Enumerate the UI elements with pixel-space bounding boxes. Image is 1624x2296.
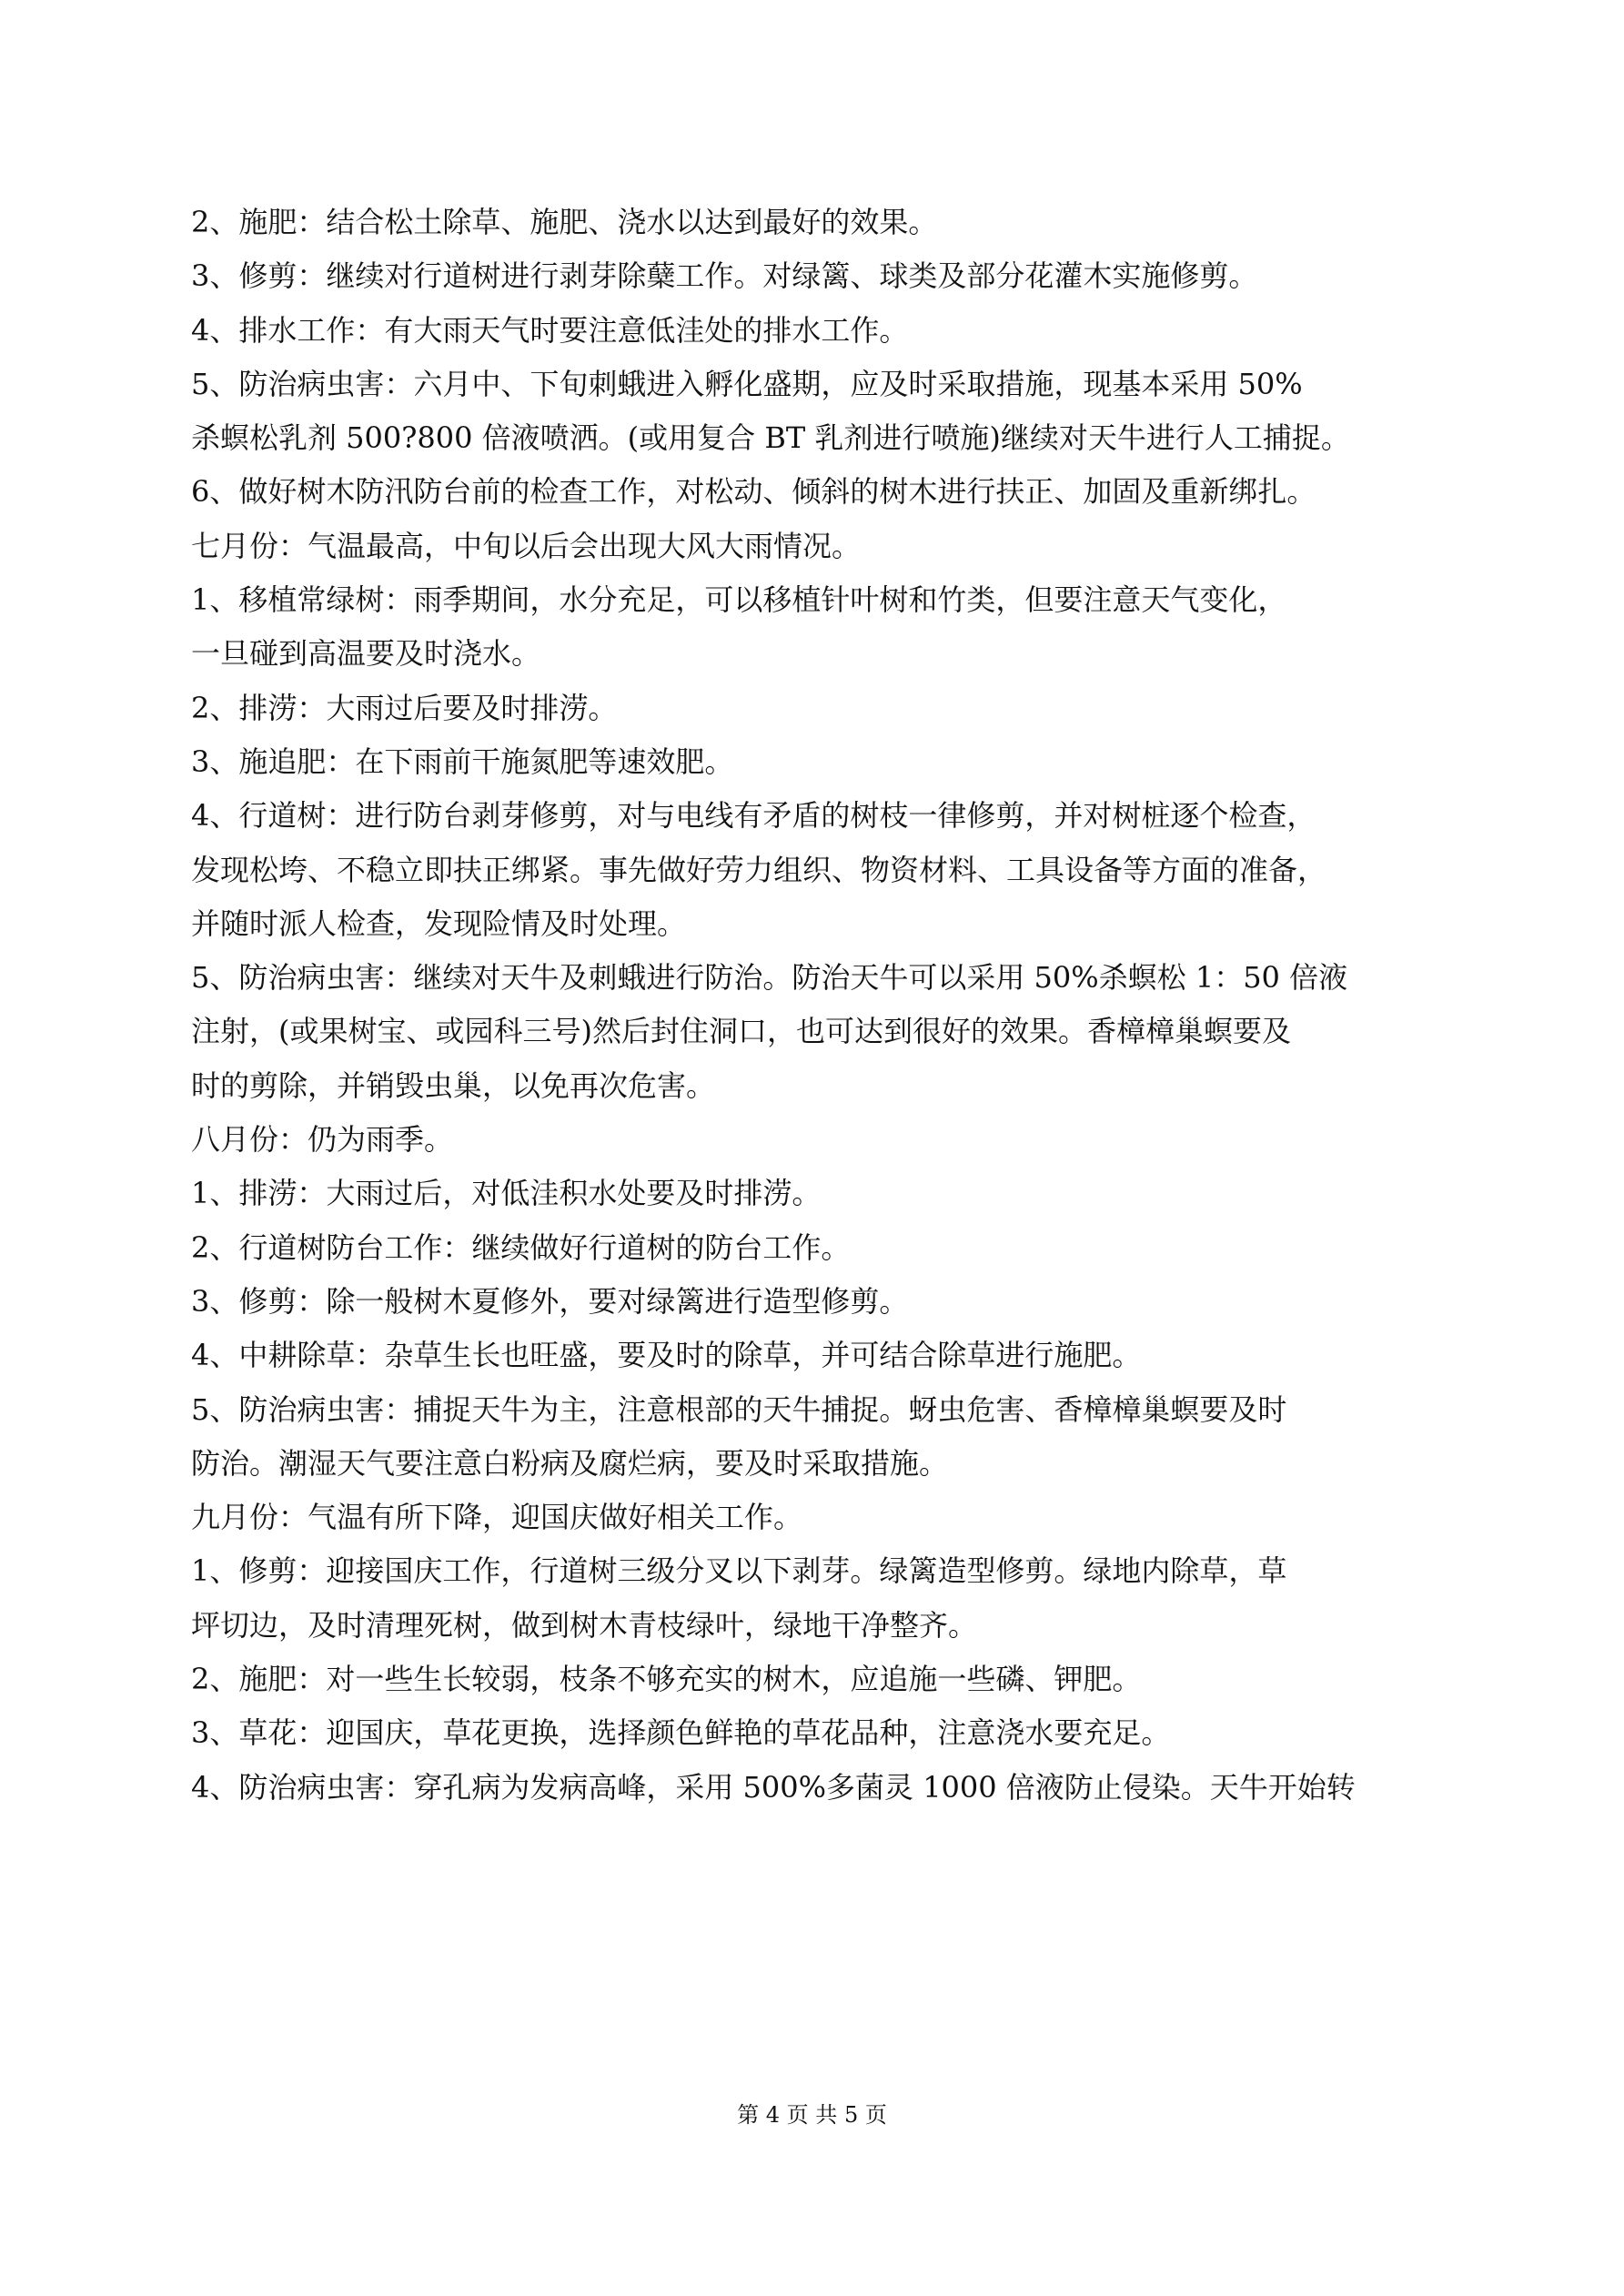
text-line: 防治。潮湿天气要注意白粉病及腐烂病，要及时采取措施。	[191, 1445, 949, 1481]
text-line: 2、排涝：大雨过后要及时排涝。	[191, 690, 618, 725]
text-line: 4、排水工作：有大雨天气时要注意低洼处的排水工作。	[191, 312, 909, 348]
text-line: 3、修剪：除一般树木夏修外，要对绿篱进行造型修剪。	[191, 1283, 909, 1319]
text-line: 2、行道树防台工作：继续做好行道树的防台工作。	[191, 1229, 851, 1265]
text-line: 并随时派人检查，发现险情及时处理。	[191, 905, 687, 941]
page-number-footer: 第 4 页 共 5 页	[737, 2102, 887, 2128]
text-line: 4、行道树：进行防台剥芽修剪，对与电线有矛盾的树枝一律修剪，并对树桩逐个检查，	[191, 798, 1316, 834]
text-line: 4、防治病虫害：穿孔病为发病高峰，采用 500%多菌灵 1000 倍液防止侵染。天牛开始转	[191, 1769, 1356, 1805]
text-line: 5、防治病虫害：捕捉天牛为主，注意根部的天牛捕捉。蚜虫危害、香樟樟巢螟要及时	[191, 1391, 1287, 1427]
section-heading: 八月份：仍为雨季。	[191, 1122, 454, 1158]
text-line: 杀螟松乳剂 500?800 倍液喷洒。(或用复合 BT 乳剂进行喷施)继续对天牛进行人工捕捉。	[191, 420, 1350, 456]
text-line: 时的剪除，并销毁虫巢，以免再次危害。	[191, 1067, 716, 1103]
text-line: 4、中耕除草：杂草生长也旺盛，要及时的除草，并可结合除草进行施肥。	[191, 1338, 1142, 1373]
text-line: 发现松垮、不稳立即扶正绑紧。事先做好劳力组织、物资材料、工具设备等方面的准备，	[191, 852, 1327, 887]
text-line: 一旦碰到高温要及时浇水。	[191, 636, 541, 672]
text-line: 注射，(或果树宝、或园科三号)然后封住洞口，也可达到很好的效果。香樟樟巢螟要及	[191, 1014, 1291, 1049]
text-line: 3、施追肥：在下雨前干施氮肥等速效肥。	[191, 743, 734, 779]
text-line: 6、做好树木防汛防台前的检查工作，对松动、倾斜的树木进行扶正、加固及重新绑扎。	[191, 474, 1316, 510]
text-line: 3、修剪：继续对行道树进行剥芽除蘖工作。对绿篱、球类及部分花灌木实施修剪。	[191, 258, 1258, 294]
text-line: 2、施肥：结合松土除草、施肥、浇水以达到最好的效果。	[191, 205, 938, 239]
text-line: 1、排涝：大雨过后，对低洼积水处要及时排涝。	[191, 1176, 822, 1211]
document-body	[191, 196, 1447, 1815]
text-line: 坪切边，及时清理死树，做到树木青枝绿叶，绿地干净整齐。	[191, 1607, 978, 1643]
section-heading: 九月份：气温有所下降，迎国庆做好相关工作。	[191, 1500, 803, 1535]
text-line: 1、修剪：迎接国庆工作，行道树三级分叉以下剥芽。绿篱造型修剪。绿地内除草，草	[191, 1553, 1287, 1589]
section-heading: 七月份：气温最高，中旬以后会出现大风大雨情况。	[191, 528, 862, 563]
text-line: 5、防治病虫害：继续对天牛及刺蛾进行防治。防治天牛可以采用 50%杀螟松 1：50 倍液	[191, 960, 1348, 996]
text-line: 2、施肥：对一些生长较弱，枝条不够充实的树木，应追施一些磷、钾肥。	[191, 1662, 1142, 1697]
text-line: 1、移植常绿树：雨季期间，水分充足，可以移植针叶树和竹类，但要注意天气变化，	[191, 582, 1287, 618]
text-line: 5、防治病虫害：六月中、下旬刺蛾进入孵化盛期，应及时采取措施，现基本采用 50%	[191, 366, 1303, 401]
text-line: 3、草花：迎国庆，草花更换，选择颜色鲜艳的草花品种，注意浇水要充足。	[191, 1715, 1171, 1751]
